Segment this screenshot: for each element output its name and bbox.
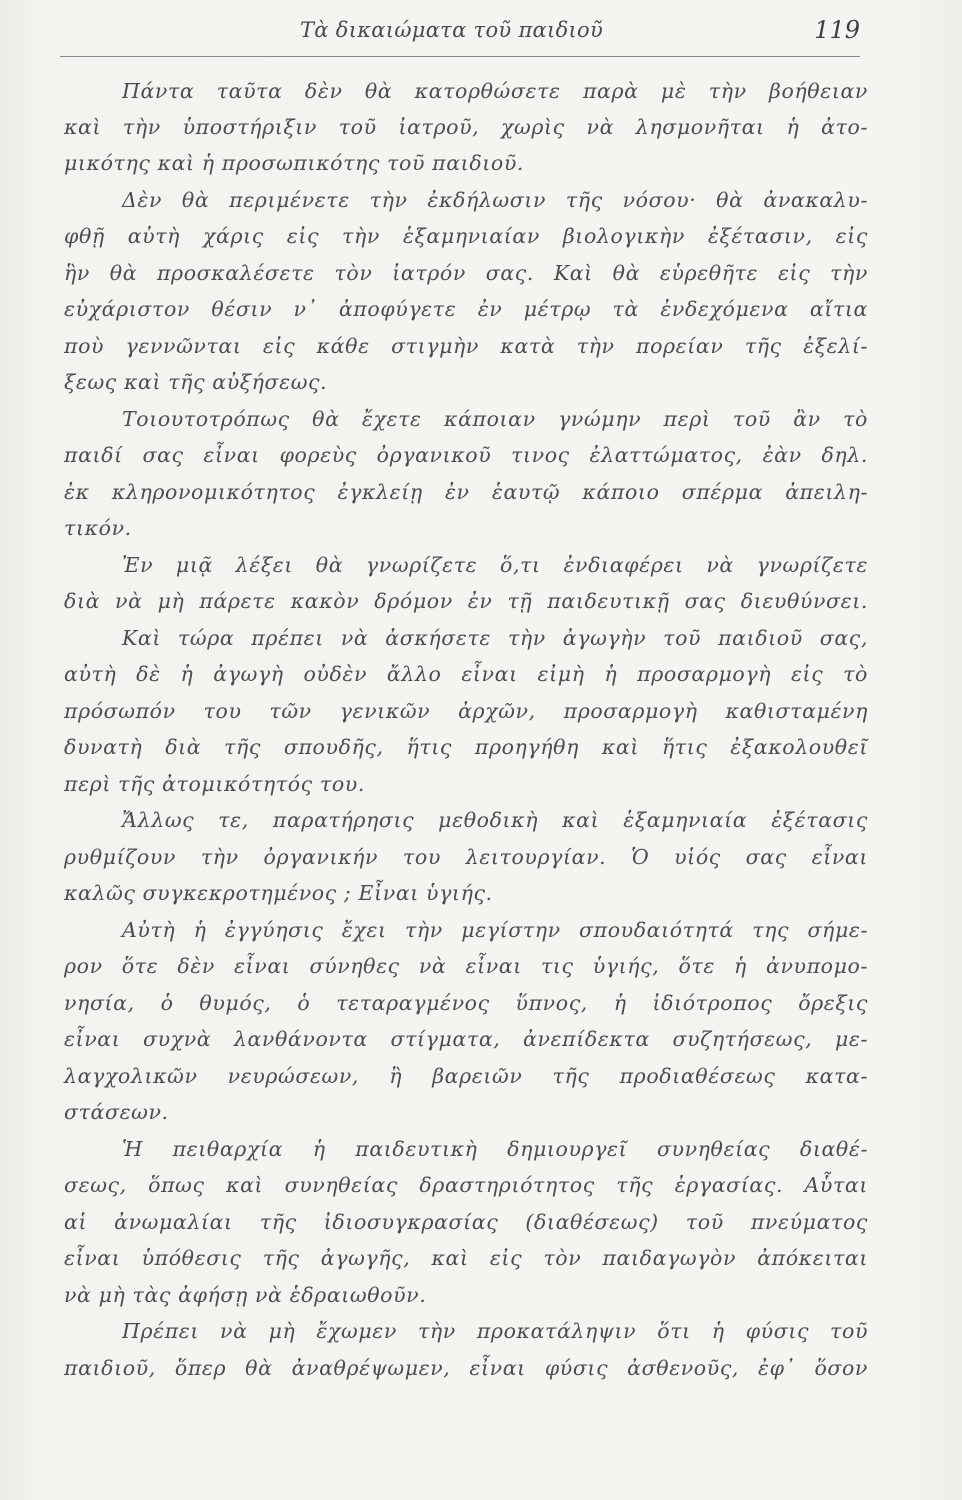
page-number: 119 (814, 16, 860, 44)
text-line: νὰ μὴ τὰς ἀφήσῃ νὰ ἑδραιωθοῦν. (64, 1283, 427, 1307)
text-line: διὰ νὰ μὴ πάρετε κακὸν δρόμον ἐν τῇ παιδευτικῇ σας διευθύνσει. (64, 589, 868, 613)
text-line: περὶ τῆς ἀτομικότητός του. (64, 772, 365, 796)
text-line: καὶ τὴν ὑποστήριξιν τοῦ ἰατροῦ, χωρὶς νὰ λησμονῆται ἡ ἀτο- (64, 115, 868, 139)
text-line: παιδί σας εἶναι φορεὺς ὀργανικοῦ τινος ἐλαττώματος, ἐὰν δηλ. (64, 443, 868, 467)
text-line: παιδιοῦ, ὅπερ θὰ ἀναθρέψωμεν, εἶναι φύσις ἀσθενοῦς, ἐφ᾿ ὅσον (64, 1356, 868, 1380)
text-line: αἱ ἀνωμαλίαι τῆς ἰδιοσυγκρασίας (διαθέσεως) τοῦ πνεύματος (64, 1210, 868, 1234)
text-line: καλῶς συγκεκροτημένος ; Εἶναι ὑγιής. (64, 881, 493, 905)
text-line: Τοιουτοτρόπως θὰ ἔχετε κάποιαν γνώμην περὶ τοῦ ἂν τὸ (122, 407, 868, 431)
text-line: Πάντα ταῦτα δὲν θὰ κατορθώσετε παρὰ μὲ τὴν βοήθειαν (122, 79, 868, 103)
running-title: Τὰ δικαιώματα τοῦ παιδιοῦ (300, 18, 604, 42)
text-line: ξεως καὶ τῆς αὐξήσεως. (64, 370, 328, 394)
text-line: μικότης καὶ ἡ προσωπικότης τοῦ παιδιοῦ. (64, 151, 525, 175)
text-line: ρον ὅτε δὲν εἶναι σύνηθες νὰ εἶναι τις ὑγιής, ὅτε ἡ ἀνυπομο- (64, 954, 868, 978)
text-line: Ἐν μιᾷ λέξει θὰ γνωρίζετε ὅ,τι ἐνδιαφέρει νὰ γνωρίζετε (122, 553, 868, 577)
text-line: Καὶ τώρα πρέπει νὰ ἀσκήσετε τὴν ἀγωγὴν τοῦ παιδιοῦ σας, (122, 626, 868, 650)
text-line: Πρέπει νὰ μὴ ἔχωμεν τὴν προκατάληψιν ὅτι ἡ φύσις τοῦ (122, 1319, 868, 1343)
text-line: τικόν. (64, 516, 132, 540)
text-line: ρυθμίζουν τὴν ὀργανικήν του λειτουργίαν. Ὁ υἱός σας εἶναι (64, 845, 868, 869)
text-line: Δὲν θὰ περιμένετε τὴν ἐκδήλωσιν τῆς νόσου· θὰ ἀνακαλυ- (122, 188, 868, 212)
text-line: ἣν θὰ προσκαλέσετε τὸν ἰατρόν σας. Καὶ θὰ εὑρεθῆτε εἰς τὴν (64, 261, 868, 285)
text-line: εἶναι συχνὰ λανθάνοντα στίγματα, ἀνεπίδεκτα συζητήσεως, με- (64, 1027, 868, 1051)
text-line: εὐχάριστον θέσιν ν᾿ ἀποφύγετε ἐν μέτρῳ τὰ ἐνδεχόμενα αἴτια (64, 297, 868, 321)
text-line: νησία, ὁ θυμός, ὁ τεταραγμένος ὕπνος, ἡ ἰδιότροπος ὄρεξις (64, 991, 868, 1015)
text-line: ποὺ γεννῶνται εἰς κάθε στιγμὴν κατὰ τὴν πορείαν τῆς ἐξελί- (64, 334, 868, 358)
header-rule (60, 56, 860, 57)
text-line: Ἡ πειθαρχία ἡ παιδευτικὴ δημιουργεῖ συνηθείας διαθέ- (122, 1137, 868, 1161)
text-line: Ἄλλως τε, παρατήρησις μεθοδικὴ καὶ ἑξαμηνιαία ἐξέτασις (122, 808, 868, 832)
text-line: στάσεων. (64, 1100, 169, 1124)
text-line: Αὐτὴ ἡ ἐγγύησις ἔχει τὴν μεγίστην σπουδαιότητά της σήμε- (122, 918, 868, 942)
page-header (60, 12, 860, 52)
text-line: φθῇ αὐτὴ χάρις εἰς τὴν ἑξαμηνιαίαν βιολογικὴν ἐξέτασιν, εἰς (64, 224, 868, 248)
text-line: αὐτὴ δὲ ἡ ἀγωγὴ οὐδὲν ἄλλο εἶναι εἰμὴ ἡ προσαρμογὴ εἰς τὸ (64, 662, 868, 686)
text-line: σεως, ὅπως καὶ συνηθείας δραστηριότητος τῆς ἐργασίας. Αὗται (64, 1173, 868, 1197)
text-line: λαγχολικῶν νευρώσεων, ἢ βαρειῶν τῆς προδιαθέσεως κατα- (64, 1064, 868, 1088)
text-line: εἶναι ὑπόθεσις τῆς ἀγωγῆς, καὶ εἰς τὸν παιδαγωγὸν ἀπόκειται (64, 1246, 868, 1270)
text-line: πρόσωπόν του τῶν γενικῶν ἀρχῶν, προσαρμογὴ καθισταμένη (64, 699, 868, 723)
text-line: ἐκ κληρονομικότητος ἐγκλείῃ ἐν ἑαυτῷ κάποιο σπέρμα ἀπειλη- (64, 480, 868, 504)
text-line: δυνατὴ διὰ τῆς σπουδῆς, ἥτις προηγήθη καὶ ἥτις ἐξακολουθεῖ (64, 735, 868, 759)
